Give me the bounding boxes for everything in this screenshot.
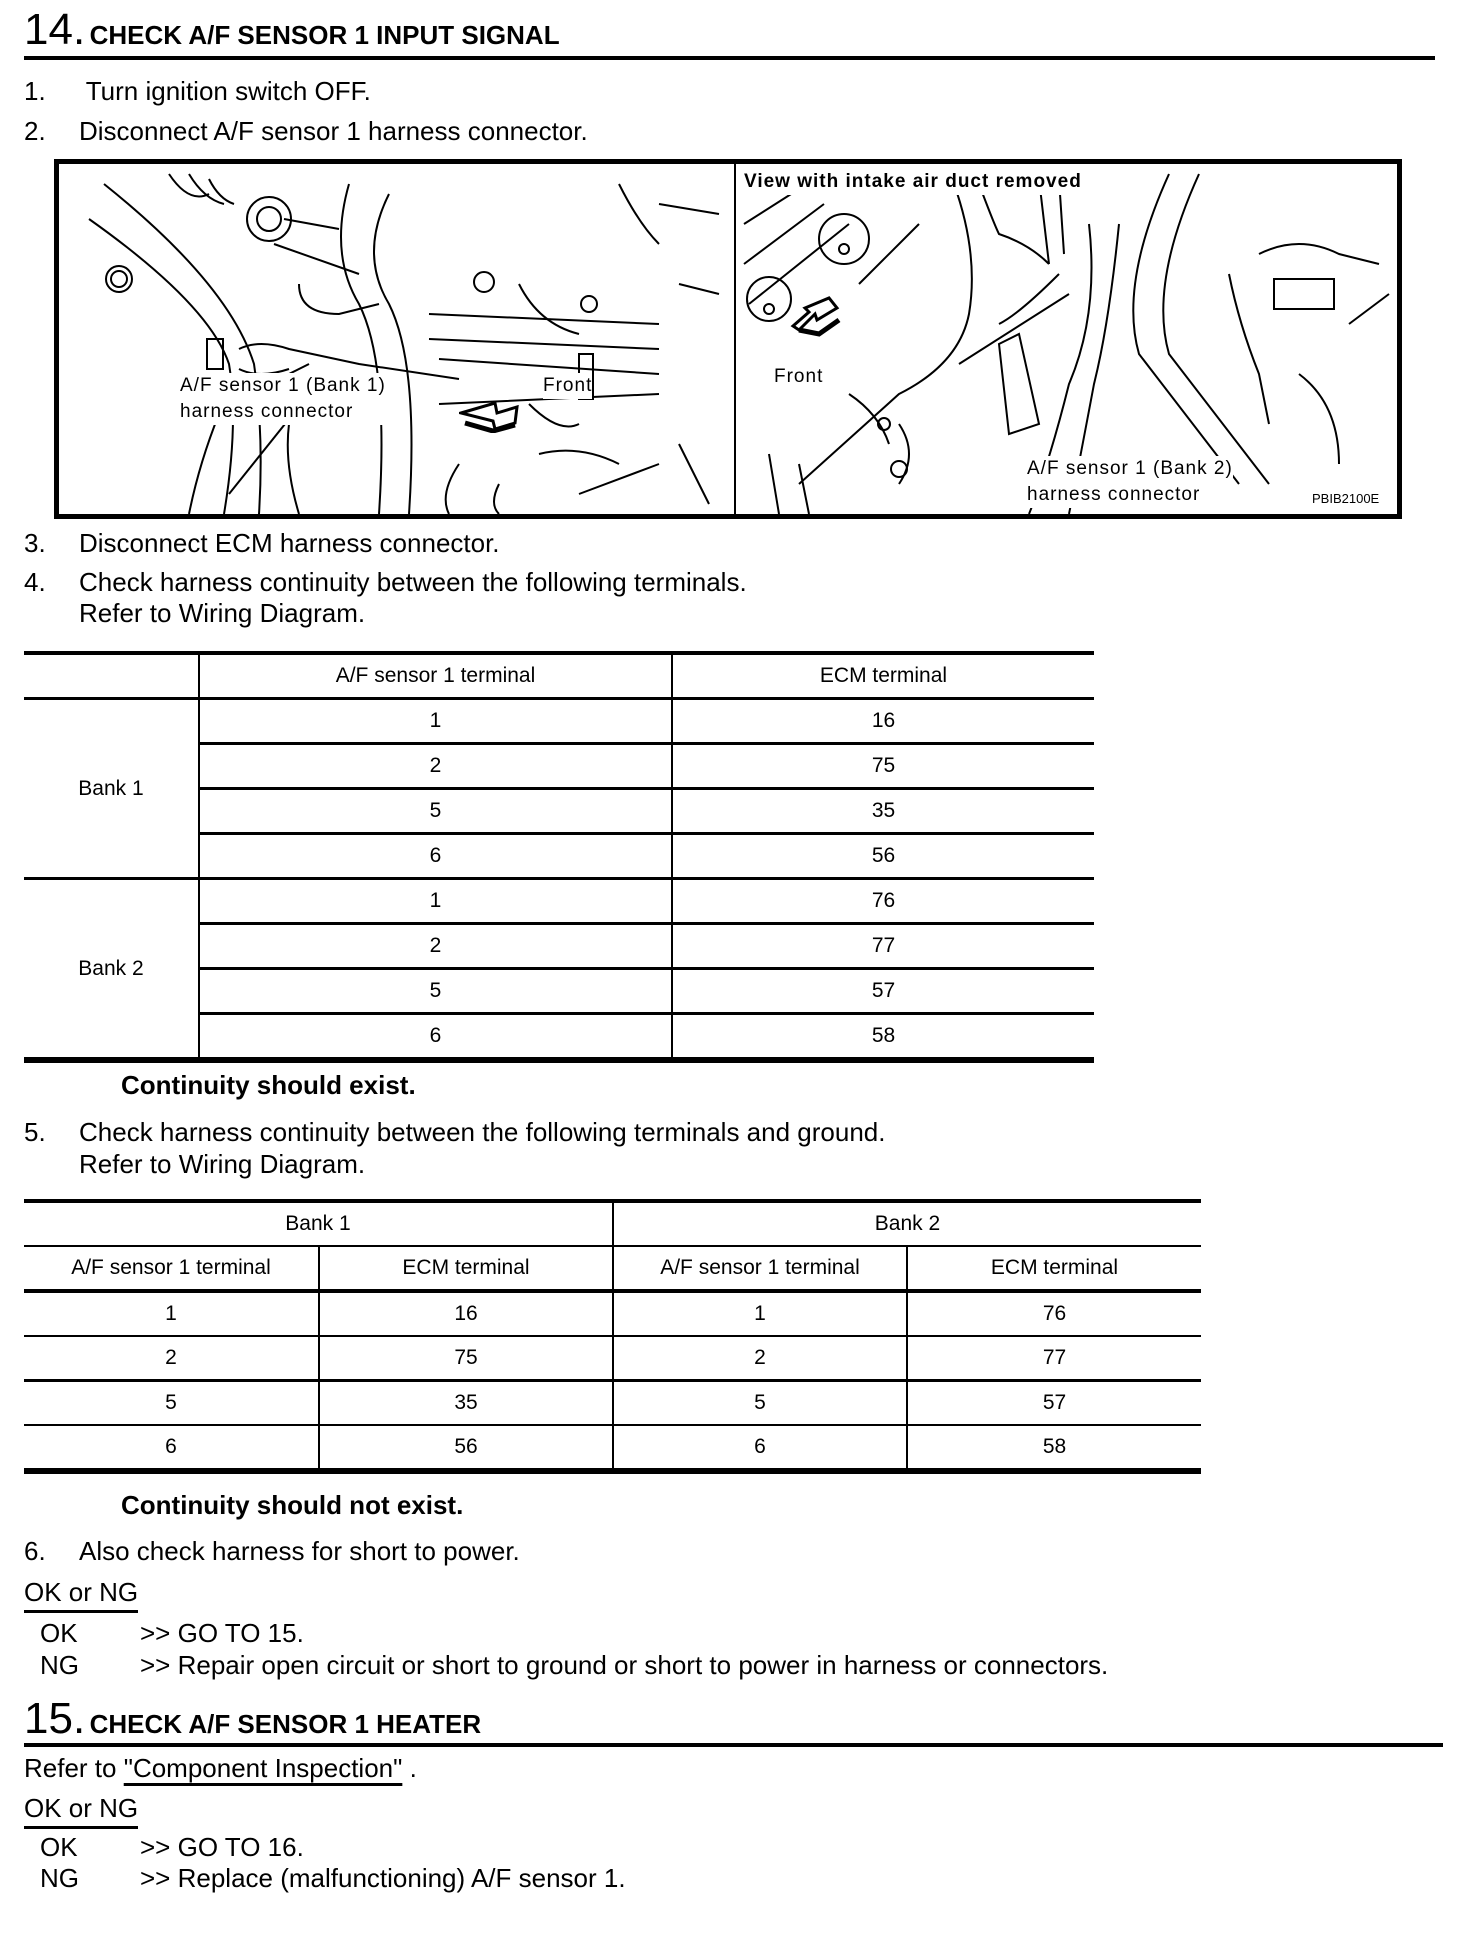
section-14-ng-result: NG >> Repair open circuit or short to ground or short to power in harness or connectors. [24, 1649, 1108, 1681]
section-14-title: CHECK A/F SENSOR 1 INPUT SIGNAL [89, 20, 560, 50]
table-cell: 1 [199, 699, 672, 744]
table-cell: 2 [24, 1336, 319, 1381]
table-cell: 35 [319, 1381, 613, 1426]
ok-key: OK [40, 1832, 78, 1862]
table-cell: 1 [24, 1291, 319, 1336]
table-cell: 5 [199, 789, 672, 834]
component-inspection-reference: Refer to "Component Inspection" . [24, 1753, 417, 1783]
bank2-front-label: Front [774, 364, 823, 390]
component-inspection-link[interactable]: "Component Inspection" [123, 1753, 403, 1783]
table-cell: 35 [672, 789, 1094, 834]
step-5: 5. Check harness continuity between the following terminals and ground. [24, 1117, 886, 1147]
bank-label: Bank 1 [24, 699, 199, 879]
continuity-exist-note: Continuity should exist. [121, 1070, 416, 1100]
table-cell: 6 [613, 1425, 907, 1471]
table-cell: 2 [199, 924, 672, 969]
table-cell: 56 [672, 834, 1094, 879]
section-14-ok-result [24, 1617, 304, 1649]
section-15-number: 15. [24, 1694, 86, 1743]
table-cell: 16 [319, 1291, 613, 1336]
table-row [24, 1381, 1201, 1426]
step-5-refer: Refer to Wiring Diagram. [79, 1149, 366, 1179]
intake-duct-view-label: View with intake air duct removed [744, 169, 1082, 195]
bank1-front-arrow-icon [459, 399, 519, 433]
figure-code: PBIB2100E [1312, 491, 1380, 506]
terminal-continuity-table [24, 651, 1094, 1063]
table-cell: 77 [907, 1336, 1201, 1381]
step-4: 4. Check harness continuity between the following terminals. [24, 567, 747, 597]
go-to-16-link[interactable]: >> GO TO 16. [140, 1832, 304, 1862]
bank2-connector-label: A/F sensor 1 (Bank 2) harness connector [1027, 456, 1233, 508]
bank1-connector-label: A/F sensor 1 (Bank 1) harness connector [180, 373, 386, 425]
table-cell: 58 [907, 1425, 1201, 1471]
table-header: ECM terminal [672, 653, 1094, 699]
table-bank-header-row [24, 1201, 1201, 1246]
table-header: A/F sensor 1 terminal [613, 1246, 907, 1291]
step-3: 3. Disconnect ECM harness connector. [24, 528, 500, 558]
table-header: ECM terminal [319, 1246, 613, 1291]
table-row [24, 879, 1094, 924]
section-15-rule [24, 1743, 1443, 1747]
table-header: A/F sensor 1 terminal [199, 653, 672, 699]
connector-location-figure [54, 159, 1402, 519]
table-cell: 2 [199, 744, 672, 789]
table-subheader-row [24, 1246, 1201, 1291]
continuity-not-exist-note: Continuity should not exist. [121, 1490, 464, 1520]
table-cell: 1 [613, 1291, 907, 1336]
section-14-header [24, 5, 560, 54]
section-15-ng-result: NG >> Replace (malfunctioning) A/F sensor 1. [24, 1862, 626, 1894]
section-15-ok-or-ng-heading: OK or NG [24, 1793, 138, 1829]
figure-divider [734, 164, 736, 514]
table-header: Bank 2 [613, 1201, 1201, 1246]
table-cell: 5 [24, 1381, 319, 1426]
step-1: 1. Turn ignition switch OFF. [24, 76, 371, 106]
table-cell: 77 [672, 924, 1094, 969]
ground-continuity-table [24, 1199, 1201, 1474]
step-4-refer: Refer to Wiring Diagram. [79, 598, 366, 628]
ng-key: NG [40, 1863, 79, 1893]
section-14-rule [24, 56, 1435, 60]
table-cell: 75 [319, 1336, 613, 1381]
table-cell: 2 [613, 1336, 907, 1381]
table-row [24, 699, 1094, 744]
section-15-header [24, 1694, 482, 1743]
ng-key: NG [40, 1650, 79, 1680]
bank2-front-arrow-icon [789, 294, 849, 344]
table-cell: 58 [672, 1014, 1094, 1061]
table-cell: 75 [672, 744, 1094, 789]
table-row [24, 1425, 1201, 1471]
bank-label: Bank 2 [24, 879, 199, 1061]
table-cell: 5 [613, 1381, 907, 1426]
section-15-ok-result [24, 1831, 304, 1863]
go-to-15-link[interactable]: >> GO TO 15. [140, 1618, 304, 1648]
section-15-title: CHECK A/F SENSOR 1 HEATER [89, 1709, 482, 1739]
table-header: ECM terminal [907, 1246, 1201, 1291]
table-cell: 6 [24, 1425, 319, 1471]
table-header: Bank 1 [24, 1201, 613, 1246]
table-cell: 56 [319, 1425, 613, 1471]
table-cell: 5 [199, 969, 672, 1014]
table-cell: 76 [672, 879, 1094, 924]
step-2: 2. Disconnect A/F sensor 1 harness connector. [24, 116, 588, 146]
bank1-engine-illustration [59, 164, 729, 514]
table-cell: 57 [907, 1381, 1201, 1426]
table-row [24, 1291, 1201, 1336]
table-row [24, 1336, 1201, 1381]
table-cell: 1 [199, 879, 672, 924]
table-cell: 6 [199, 834, 672, 879]
table-header-row [24, 653, 1094, 699]
table-cell: 6 [199, 1014, 672, 1061]
table-cell: 57 [672, 969, 1094, 1014]
step-6: 6. Also check harness for short to power. [24, 1536, 520, 1566]
table-cell: 76 [907, 1291, 1201, 1336]
ok-key: OK [40, 1618, 78, 1648]
table-header-blank [24, 653, 199, 699]
section-14-ok-or-ng-heading: OK or NG [24, 1577, 138, 1613]
bank1-front-label: Front [543, 373, 592, 399]
table-header: A/F sensor 1 terminal [24, 1246, 319, 1291]
table-cell: 16 [672, 699, 1094, 744]
section-14-number: 14. [24, 5, 86, 54]
